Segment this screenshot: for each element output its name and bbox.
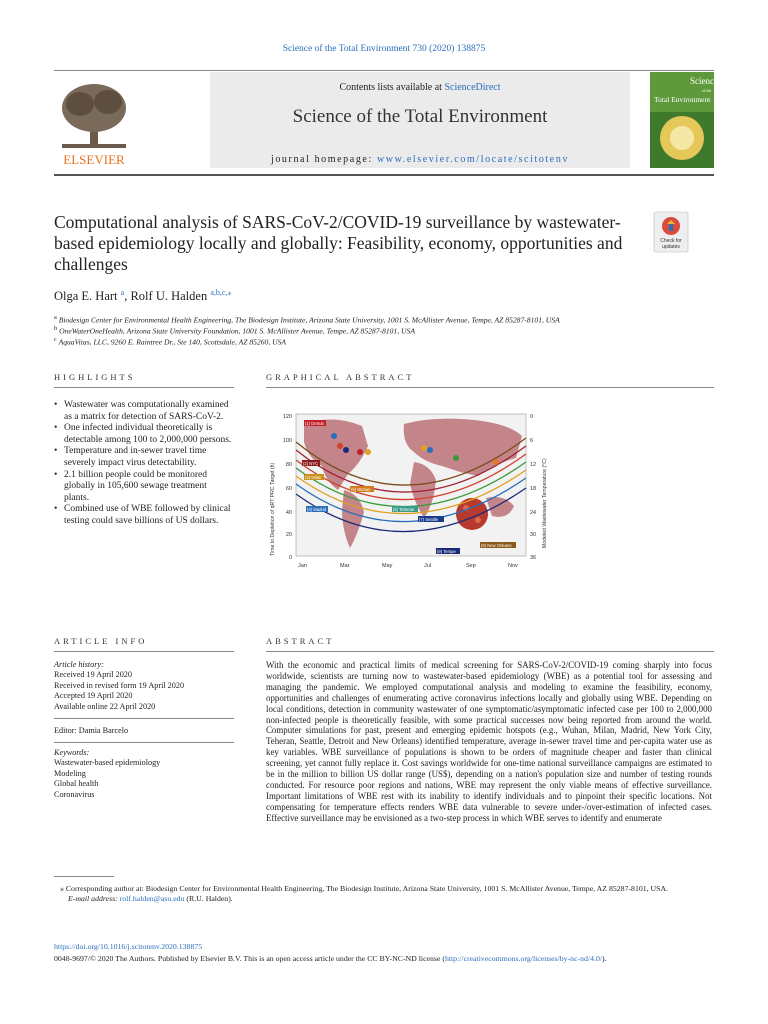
corresponding-author-footnote (54, 884, 714, 904)
doi-link[interactable]: https://doi.org/10.1016/j.scitotenv.2020.138875 (54, 942, 203, 951)
ytick: 60 (285, 486, 292, 492)
highlight-item: • Temperature and in-sewer travel time severely impact virus detectability. (54, 446, 232, 469)
keyword[interactable]: Global health (54, 779, 99, 789)
sciencedirect-link[interactable]: ScienceDirect (444, 82, 501, 93)
affiliation-b-marker: b (54, 325, 58, 332)
highlight-item: • Combined use of WBE followed by clinical testing could save billions of US dollars. (54, 504, 232, 527)
article-history (54, 660, 234, 712)
author-halden-affil[interactable]: a,b,c, (210, 288, 228, 297)
license-link[interactable]: http://creativecommons.org/licenses/by-nc-nd/4.0/ (444, 954, 603, 963)
author-hart-affil[interactable]: a (120, 288, 125, 297)
journal-homepage (210, 154, 630, 165)
corresponding-star[interactable]: ⁎ (227, 288, 232, 297)
author-halden[interactable]: Rolf U. Halden (130, 289, 208, 304)
affiliation-c-text: AquaVitas, LLC, 9260 E. Raintree Dr., Ste 140, Scottsdale, AZ 85260, USA (58, 337, 287, 347)
homepage-link[interactable]: www.elsevier.com/locate/scitotenv (376, 154, 570, 165)
affiliation-b-text: OneWaterOneHealth, Arizona State University Foundation, 1001 S. McAllister Avenue, Tempe, AZ 85287-8101, USA (59, 326, 415, 336)
ytick: 0 (288, 555, 292, 561)
affiliation-a (54, 314, 714, 325)
abstract-heading: ABSTRACT (266, 636, 335, 646)
ytick: 80 (285, 462, 292, 468)
label-milan: (3) Milan (305, 474, 322, 480)
journal-cover[interactable] (650, 72, 718, 168)
license-line (54, 954, 714, 963)
y2tick: 30 (530, 532, 537, 538)
highlights-heading: HIGHLIGHTS (54, 372, 136, 382)
y-axis-label: Time to Depletion of qRT PRC Target (h) (270, 462, 276, 556)
journal-citation[interactable]: Science of the Total Environment 730 (2020) 138875 (282, 44, 486, 54)
y2tick: 24 (530, 510, 537, 516)
history-item: Received 19 April 2020 (54, 670, 132, 680)
email-link[interactable]: rolf.halden@asu.edu (119, 894, 185, 903)
history-item: Received in revised form 19 April 2020 (54, 680, 185, 690)
journal-title: Science of the Total Environment (292, 106, 548, 127)
highlights-list (54, 400, 232, 528)
highlights-rule (54, 387, 234, 388)
license-prefix: 0048-9697/© 2020 The Authors. Published by Elsevier B.V. This is an open access article under the CC BY-NC-ND license ( (54, 954, 445, 963)
corresponding-text: Corresponding author at: Biodesign Center for Environmental Health Engineering, The Biodesign Institute, Arizona State University, 1001 S. McAllister Avenue, Tempe, AZ 85287-8101, USA. (65, 884, 669, 893)
info-divider (54, 742, 234, 743)
xtick: Nov (508, 563, 518, 569)
history-item: Accepted 19 April 2020 (54, 691, 133, 701)
check-updates-line1: Check for (660, 238, 682, 244)
header-bottom-rule (54, 174, 714, 176)
keywords-label: Keywords: (54, 748, 90, 757)
highlight-item: • 2.1 billion people could be monitored globally in 105,600 sewage treatment plants. (54, 470, 232, 505)
affiliation-c-marker: c (54, 336, 57, 343)
ytick: 40 (285, 510, 292, 516)
email-suffix: (R.U. Halden). (184, 894, 233, 903)
label-detroit: (1) Detroit (305, 420, 324, 426)
affiliation-a-text: Biodesign Center for Environmental Health Engineering, The Biodesign Institute, Arizona State University, 1001 S. McAllister Avenue, Tempe, AZ 85287-8101, USA (58, 315, 560, 325)
affiliation-a-marker: a (54, 314, 57, 321)
y2tick: 18 (530, 486, 537, 492)
label-teheran: (6) Teheran (393, 506, 415, 512)
keyword[interactable]: Wastewater-based epidemiology (54, 758, 161, 768)
xtick: Sep (466, 563, 476, 569)
author-separator: , (124, 289, 131, 304)
ytick: 20 (285, 532, 292, 538)
info-divider (54, 718, 234, 719)
y2tick: 36 (530, 555, 537, 561)
graphical-abstract-figure[interactable] (264, 402, 558, 582)
history-item: Available online 22 April 2020 (54, 701, 156, 711)
license-suffix: ). (602, 954, 607, 963)
cover-title-1: Science (690, 76, 718, 86)
footnote-rule (54, 876, 114, 877)
cover-title-3: Total Environment (654, 95, 711, 104)
xtick: Mar (340, 563, 350, 569)
label-nyc: (2) NYC (303, 460, 319, 466)
homepage-prefix: journal homepage: (270, 154, 377, 165)
label-tempe: (9) Tempe (437, 548, 456, 554)
y2tick: 6 (530, 438, 534, 444)
y2tick: 0 (530, 414, 534, 420)
abstract-rule (266, 651, 714, 652)
elsevier-tree-logo (54, 78, 134, 168)
xtick: May (382, 563, 393, 569)
label-seattle: (7) Seattle (419, 516, 439, 522)
graphical-abstract-heading: GRAPHICAL ABSTRACT (266, 372, 415, 382)
article-info-heading: ARTICLE INFO (54, 636, 148, 646)
label-wuhan: (5) Wuhan (351, 486, 371, 492)
label-madrid: (4) Madrid (307, 506, 327, 512)
graphical-abstract-rule (266, 387, 714, 388)
header-top-rule (54, 70, 714, 71)
ytick: 120 (282, 414, 292, 420)
ytick: 100 (282, 438, 292, 444)
keywords (54, 748, 234, 800)
history-label: Article history: (54, 660, 104, 669)
xtick: Jul (424, 563, 432, 569)
keyword[interactable]: Coronavirus (54, 789, 95, 799)
y2-axis-label: Modeled Wastewater Temperature (°C) (542, 458, 548, 548)
article-info-rule (54, 651, 234, 652)
check-updates-line2: updates (662, 244, 680, 250)
affiliation-b (54, 325, 714, 336)
y2tick: 12 (530, 462, 537, 468)
label-new-orleans: (8) New Orleans (481, 542, 512, 548)
author-hart[interactable]: Olga E. Hart (54, 289, 118, 304)
authors (54, 288, 231, 304)
contents-line (210, 82, 630, 93)
editor: Editor: Damia Barcelo (54, 726, 129, 735)
xtick: Jan (298, 563, 307, 569)
publisher-name: ELSEVIER (63, 152, 125, 167)
article-title: Computational analysis of SARS-CoV-2/COVID-19 surveillance by wastewater-based epidemiology locally and globally: Feasibility, economy, opportunities and challenges (54, 212, 623, 274)
affiliation-c (54, 336, 714, 347)
cover-title-2: of the (702, 88, 712, 93)
highlight-item: • Wastewater was computationally examined as a matrix for detection of SARS-CoV-2. (54, 400, 232, 423)
email-label: E-mail address: (68, 894, 120, 903)
check-for-updates-icon[interactable] (654, 212, 688, 252)
highlight-item: • One infected individual theoretically is detectable among 100 to 2,000,000 persons. (54, 423, 232, 446)
keyword[interactable]: Modeling (54, 768, 86, 778)
footnote-star: ⁎ (60, 884, 64, 893)
abstract-text: With the economic and practical limits of medical screening for SARS-CoV-2/COVID-19 coming sharply into focus worldwide, scientists are turning now to wastewater-based epidemiology (WBE) as a potential tool for assessing and managing the pandemic. We employed computational analysis and modeling to examine the feasibility, economy, opportunities and challenges of enumerating active coronavirus infections locally and globally using WBE. Depending on local conditions, detection in community wastewater of one symptomatic/asymptomatic infected case per 100 to 2,000,000 non-infected people is theoretically feasible, with some practical successes now being reported from around the world. Computer simulations for past, present and emerging epidemic hotspots (e.g., Wuhan, Milan, Madrid, New York City, Teheran, Seattle, Detroit and New Orleans) identified temperature, average in-sewer travel time and per-capita water use as key variables. WBE surveillance of populations is shown to be orders of magnitude cheaper and faster than clinical screening, yet cannot fully replace it. Cost savings worldwide for one-time national surveillance campaigns are estimated to be in the million to billion US dollar range (US$), depending on a nation's population size and number of testing rounds conducted. For resource poor regions and nations, WBE may represent the only viable means of effective surveillance. Important limitations of WBE rest with its inability to identify individuals and to pinpoint their specific locations. Not compensating for temperature effects renders WBE data vulnerable to severe under-/over-estimation of infected cases. Effective surveillance may be envisioned as a two-step process in which WBE serves to identify and enumerate (266, 660, 712, 823)
contents-prefix: Contents lists available at (339, 82, 445, 93)
